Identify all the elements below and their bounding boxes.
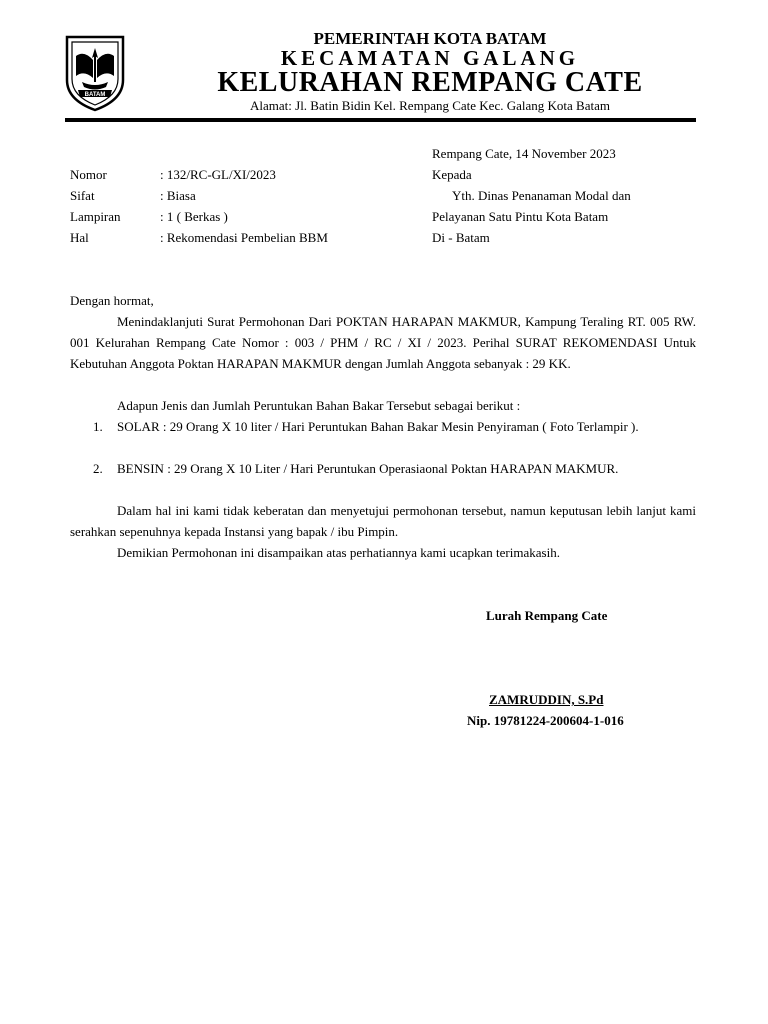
body-paragraph-3: Dalam hal ini kami tidak keberatan dan menyetujui permohonan tersebut, namun keputusan lebih lanjut kami serahkan sepenuhnya kepada Instansi yang bapak / ibu Pimpin. [70,503,696,539]
letter-date: Rempang Cate, 14 November 2023 [432,146,616,161]
list-item-text: BENSIN : 29 Orang X 10 Liter / Hari Peruntukan Operasiaonal Poktan HARAPAN MAKMUR. [117,461,619,476]
logo-text: BATAM [84,92,106,98]
letterhead-divider [65,118,696,122]
meta-label-sifat: Sifat [70,188,95,203]
body-paragraph-1: Menindaklanjuti Surat Permohonan Dari POKTAN HARAPAN MAKMUR, Kampung Teraling RT. 005 RW. 001 Kelurahan Rempang Cate Nomor : 003 / PHM / RC / XI / 2023. Perihal SURAT REKOMENDASI Untuk Kebutuhan Anggota Poktan HARAPAN MAKMUR dengan Jumlah Anggota sebanyak : 29 KK. [70,314,696,371]
greeting: Dengan hormat, [70,293,154,308]
signatory-name: ZAMRUDDIN, S.Pd [489,692,604,707]
meta-label-lampiran: Lampiran [70,209,121,224]
district-name: KECAMATAN GALANG [280,46,580,70]
meta-value-sifat: : Biasa [160,188,196,203]
recipient-line-3: Di - Batam [432,230,490,245]
list-item-number: 1. [93,419,103,434]
meta-label-hal: Hal [70,230,89,245]
village-name: KELURAHAN REMPANG CATE [217,67,643,98]
signatory-nip: Nip. 19781224-200604-1-016 [467,713,624,728]
meta-value-nomor: : 132/RC-GL/XI/2023 [160,167,276,182]
government-name: PEMERINTAH KOTA BATAM [313,29,547,48]
list-item [70,416,696,437]
list-item [70,458,696,479]
body-paragraph-2: Adapun Jenis dan Jumlah Peruntukan Bahan Bakar Tersebut sebagai berikut : [117,398,521,413]
body-paragraph-4: Demikian Permohonan ini disampaikan atas perhatiannya kami ucapkan terimakasih. [117,545,560,560]
meta-label-nomor: Nomor [70,167,107,182]
signatory-title: Lurah Rempang Cate [486,608,608,623]
meta-value-hal: : Rekomendasi Pembelian BBM [160,230,328,245]
meta-value-lampiran: : 1 ( Berkas ) [160,209,228,224]
batam-coat-of-arms-logo [64,34,126,112]
list-item-number: 2. [93,461,103,476]
recipient-label: Kepada [432,167,472,182]
recipient-line-1: Yth. Dinas Penanaman Modal dan [452,188,631,203]
office-address: Alamat: Jl. Batin Bidin Kel. Rempang Cate Kec. Galang Kota Batam [250,98,610,113]
recipient-line-2: Pelayanan Satu Pintu Kota Batam [432,209,609,224]
list-item-text: SOLAR : 29 Orang X 10 liter / Hari Peruntukan Bahan Bakar Mesin Penyiraman ( Foto Terlampir ). [117,419,639,434]
